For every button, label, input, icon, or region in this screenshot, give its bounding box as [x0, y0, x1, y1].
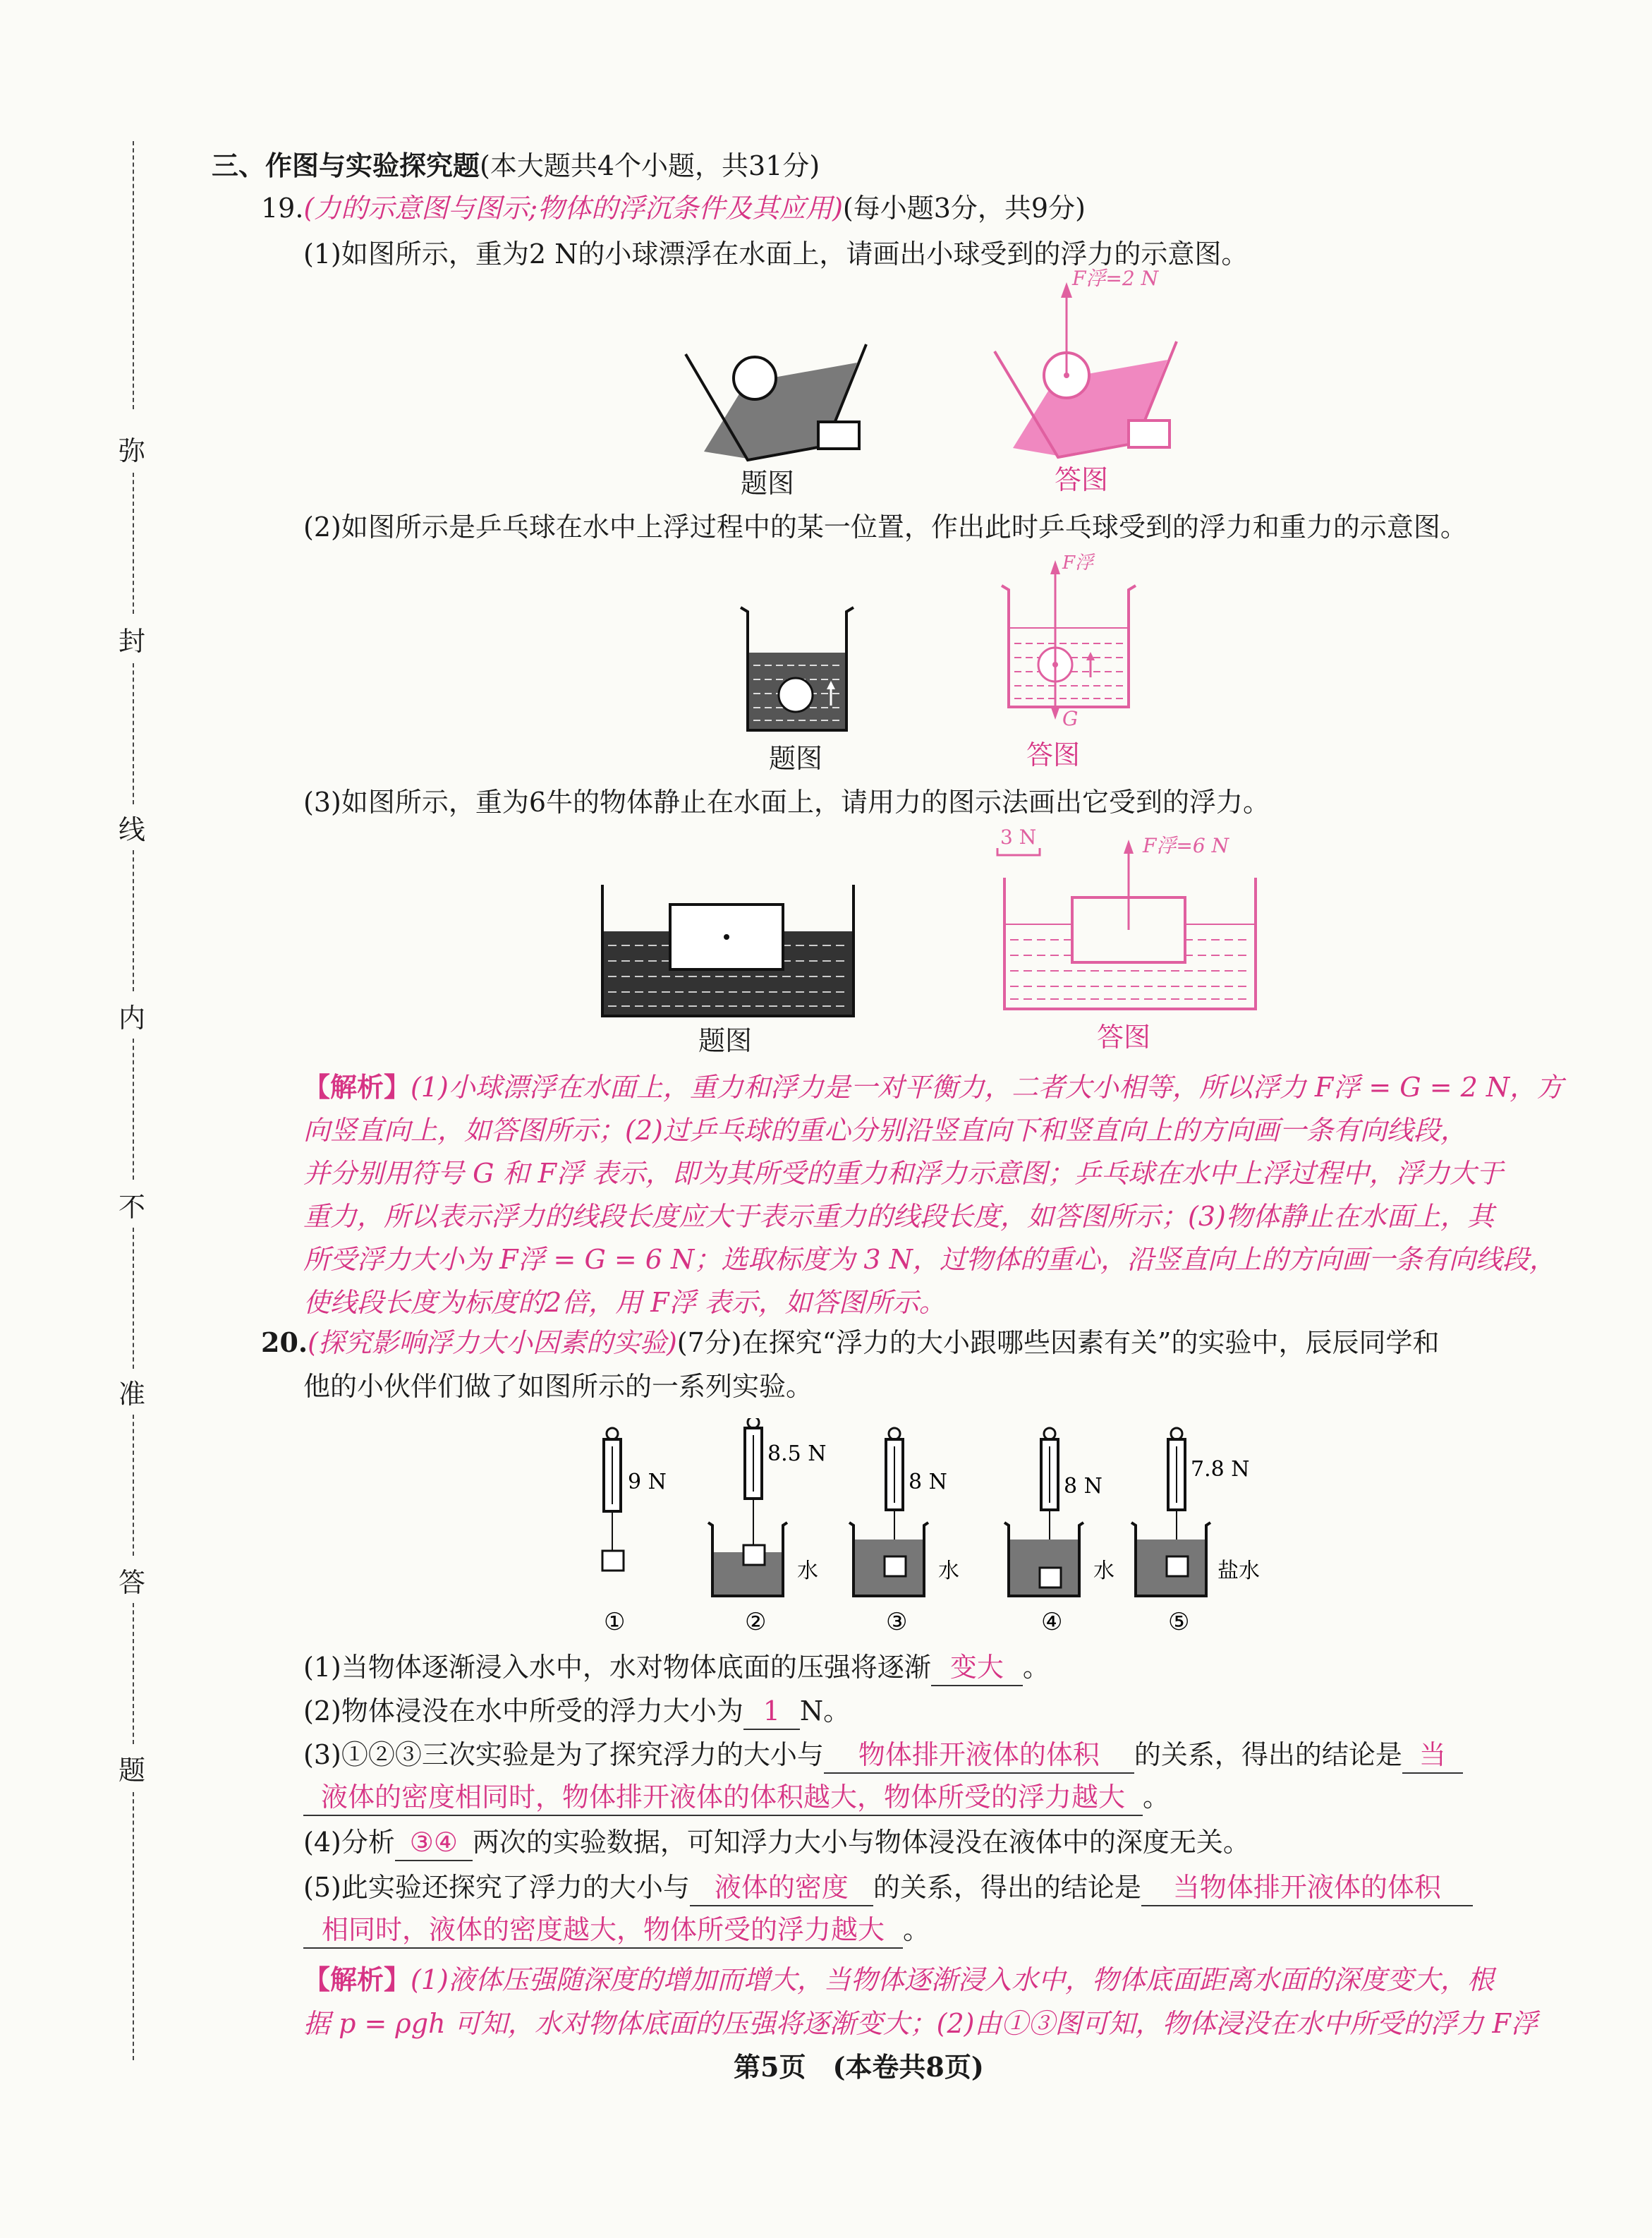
- q20-s5-mid: 的关系，得出的结论是: [873, 1872, 1141, 1903]
- q20-analysis: [303, 1958, 1538, 2045]
- answer-blank: 相同时，液体的密度越大，物体所受的浮力越大: [303, 1912, 903, 1949]
- q19-part2: (2)如图所示是乒乓球在水中上浮过程中的某一位置，作出此时乒乓球受到的浮力和重力的示意图。: [303, 512, 1467, 543]
- q20-s5-line2: [303, 1912, 930, 1949]
- fig2-answer-caption: 答图: [1026, 739, 1081, 770]
- fig2-answer: [995, 543, 1150, 741]
- answer-blank: 液体的密度: [690, 1870, 873, 1906]
- fig3-question-caption: 题图: [698, 1025, 753, 1056]
- experiment-4: [1004, 1428, 1115, 1636]
- q20-s4-text: (4)分析: [303, 1827, 395, 1858]
- answer-blank: 液体的密度相同时，物体排开液体的体积越大，物体所受的浮力越大: [303, 1779, 1143, 1816]
- analysis-line: 重力，所以表示浮力的线段长度应大于表示重力的线段长度，如答图所示；(3)物体静止在水面上，其: [303, 1201, 1494, 1232]
- liquid-3: 水: [938, 1559, 959, 1583]
- experiment-3: [849, 1428, 959, 1636]
- q20-s2-end: N。: [799, 1695, 851, 1726]
- q20-s1-end: 。: [1022, 1652, 1050, 1683]
- q20-s3-end: 。: [1143, 1782, 1170, 1813]
- q19-part1: (1)如图所示，重为2 N的小球漂浮在水面上，请画出小球受到的浮力的示意图。: [303, 238, 1249, 270]
- q20-s3-text: (3)①②③三次实验是为了探究浮力的大小与: [303, 1739, 824, 1770]
- analysis-line: 向竖直向上，如答图所示；(2)过乒乓球的重心分别沿竖直向下和竖直向上的方向画一条有向线段，: [303, 1115, 1467, 1146]
- q19-score: (每小题3分，共9分): [842, 193, 1086, 224]
- q19-header: [261, 190, 1086, 226]
- exp-number-3: ③: [886, 1608, 908, 1636]
- answer-blank: 变大: [931, 1650, 1023, 1686]
- analysis-line: (1)小球漂浮在水面上，重力和浮力是一对平衡力，二者大小相等，所以浮力 F浮 = G = 2 N，方: [411, 1072, 1564, 1103]
- q19-part3: (3)如图所示，重为6牛的物体静止在水面上，请用力的图示法画出它受到的浮力。: [303, 787, 1270, 818]
- margin-char: 不: [119, 1192, 146, 1223]
- section-note: (本大题共4个小题，共31分): [480, 150, 820, 181]
- q20-s5: [303, 1870, 1473, 1906]
- answer-blank: ③④: [395, 1825, 473, 1861]
- fig3-question: [600, 882, 861, 1023]
- q20-s5-text: (5)此实验还探究了浮力的大小与: [303, 1872, 690, 1903]
- q20-s5-end: 。: [903, 1914, 930, 1945]
- experiment-2: [708, 1418, 827, 1636]
- fig2-buoyancy-label: F浮: [1062, 552, 1094, 574]
- analysis-line: (1)液体压强随深度的增加而增大，当物体逐渐浸入水中，物体底面距离水面的深度变大，根: [411, 1964, 1494, 1995]
- fig3-force-label: F浮=6 N: [1143, 834, 1229, 857]
- exp-number-2: ②: [745, 1608, 767, 1636]
- analysis-line: 所受浮力大小为 F浮 = G = 6 N；选取标度为 3 N，过物体的重心，沿竖直向上的方向画一条有向线段，: [303, 1244, 1556, 1275]
- q20-intro: (7分)在探究“浮力的大小跟哪些因素有关”的实验中，辰辰同学和: [676, 1327, 1440, 1358]
- analysis-line: 据 p = ρgh 可知，水对物体底面的压强将逐渐变大；(2)由①③图可知，物体浸没在水中所受的浮力 F浮: [303, 2008, 1538, 2039]
- fig3-scale-label: 3 N: [1000, 825, 1037, 849]
- q20-number: 20.: [261, 1326, 308, 1358]
- fig3-answer: [995, 818, 1263, 1023]
- section-title: 三、作图与实验探究题: [212, 150, 480, 181]
- reading-2: 8.5 N: [767, 1441, 827, 1466]
- q20-s4: [303, 1825, 1250, 1861]
- experiment-5: [1131, 1428, 1260, 1636]
- margin-char: 内: [119, 1003, 146, 1034]
- margin-char: 封: [119, 626, 146, 657]
- liquid-4: 水: [1093, 1559, 1115, 1583]
- fig2-question-caption: 题图: [769, 743, 823, 774]
- exp-number-5: ⑤: [1168, 1608, 1190, 1636]
- experiment-figure: [585, 1418, 1277, 1644]
- experiment-1: [602, 1428, 667, 1636]
- fig1-force-label: F浮=2 N: [1072, 267, 1159, 290]
- margin-char: 答: [119, 1567, 146, 1598]
- q19-number: 19.: [261, 193, 304, 224]
- margin-char: 题: [119, 1755, 146, 1786]
- reading-5: 7.8 N: [1191, 1457, 1250, 1482]
- q20-s2-text: (2)物体浸没在水中所受的浮力大小为: [303, 1695, 743, 1726]
- answer-blank: 1: [743, 1693, 800, 1730]
- reading-4: 8 N: [1064, 1474, 1103, 1499]
- exp-number-4: ④: [1041, 1608, 1063, 1636]
- margin-char: 线: [119, 814, 146, 845]
- answer-blank: 物体排开液体的体积: [824, 1737, 1134, 1774]
- q19-analysis-tag: 【解析】: [303, 1071, 411, 1103]
- page-footer: 第5页 (本卷共8页): [734, 2051, 984, 2083]
- q20-intro-2: 他的小伙伴们做了如图所示的一系列实验。: [303, 1371, 813, 1402]
- exp-number-1: ①: [604, 1608, 626, 1636]
- q20-analysis-tag: 【解析】: [303, 1964, 411, 1995]
- analysis-line: 并分别用符号 G 和 F浮 表示，即为其所受的重力和浮力示意图；乒乓球在水中上浮过程中，浮力大于: [303, 1158, 1504, 1189]
- margin-char: 弥: [119, 435, 146, 466]
- answer-blank: 当: [1402, 1737, 1463, 1774]
- answer-blank: 当物体排开液体的体积: [1141, 1870, 1473, 1906]
- fig2-gravity-label: G: [1062, 707, 1079, 730]
- q20-s1: [303, 1650, 1050, 1686]
- q20-s4-end: 两次的实验数据，可知浮力大小与物体浸没在液体中的深度无关。: [472, 1827, 1250, 1858]
- q20-s3-mid: 的关系，得出的结论是: [1134, 1739, 1402, 1770]
- section-heading: [212, 148, 820, 183]
- fig1-answer-caption: 答图: [1055, 464, 1109, 495]
- reading-1: 9 N: [628, 1470, 667, 1494]
- liquid-5: 盐水: [1217, 1559, 1260, 1583]
- margin-char: 准: [119, 1379, 146, 1410]
- q20-s2: [303, 1693, 850, 1730]
- fig2-question: [734, 603, 861, 737]
- liquid-2: 水: [797, 1559, 818, 1583]
- analysis-line: 使线段长度为标度的2倍，用 F浮 表示，如答图所示。: [303, 1287, 946, 1318]
- q20-s1-text: (1)当物体逐渐浸入水中，水对物体底面的压强将逐渐: [303, 1652, 931, 1683]
- q20-s3-line2: [303, 1779, 1170, 1816]
- fig1-question-caption: 题图: [741, 468, 795, 499]
- q20-header: [261, 1325, 1439, 1360]
- fig3-answer-caption: 答图: [1097, 1022, 1151, 1053]
- q19-analysis: [303, 1065, 1563, 1324]
- q20-topic-tag: (探究影响浮力大小因素的实验): [308, 1327, 677, 1358]
- reading-3: 8 N: [909, 1470, 947, 1494]
- q20-s3: [303, 1737, 1463, 1774]
- q19-topic-tag: (力的示意图与图示;物体的浮沉条件及其应用): [303, 193, 843, 224]
